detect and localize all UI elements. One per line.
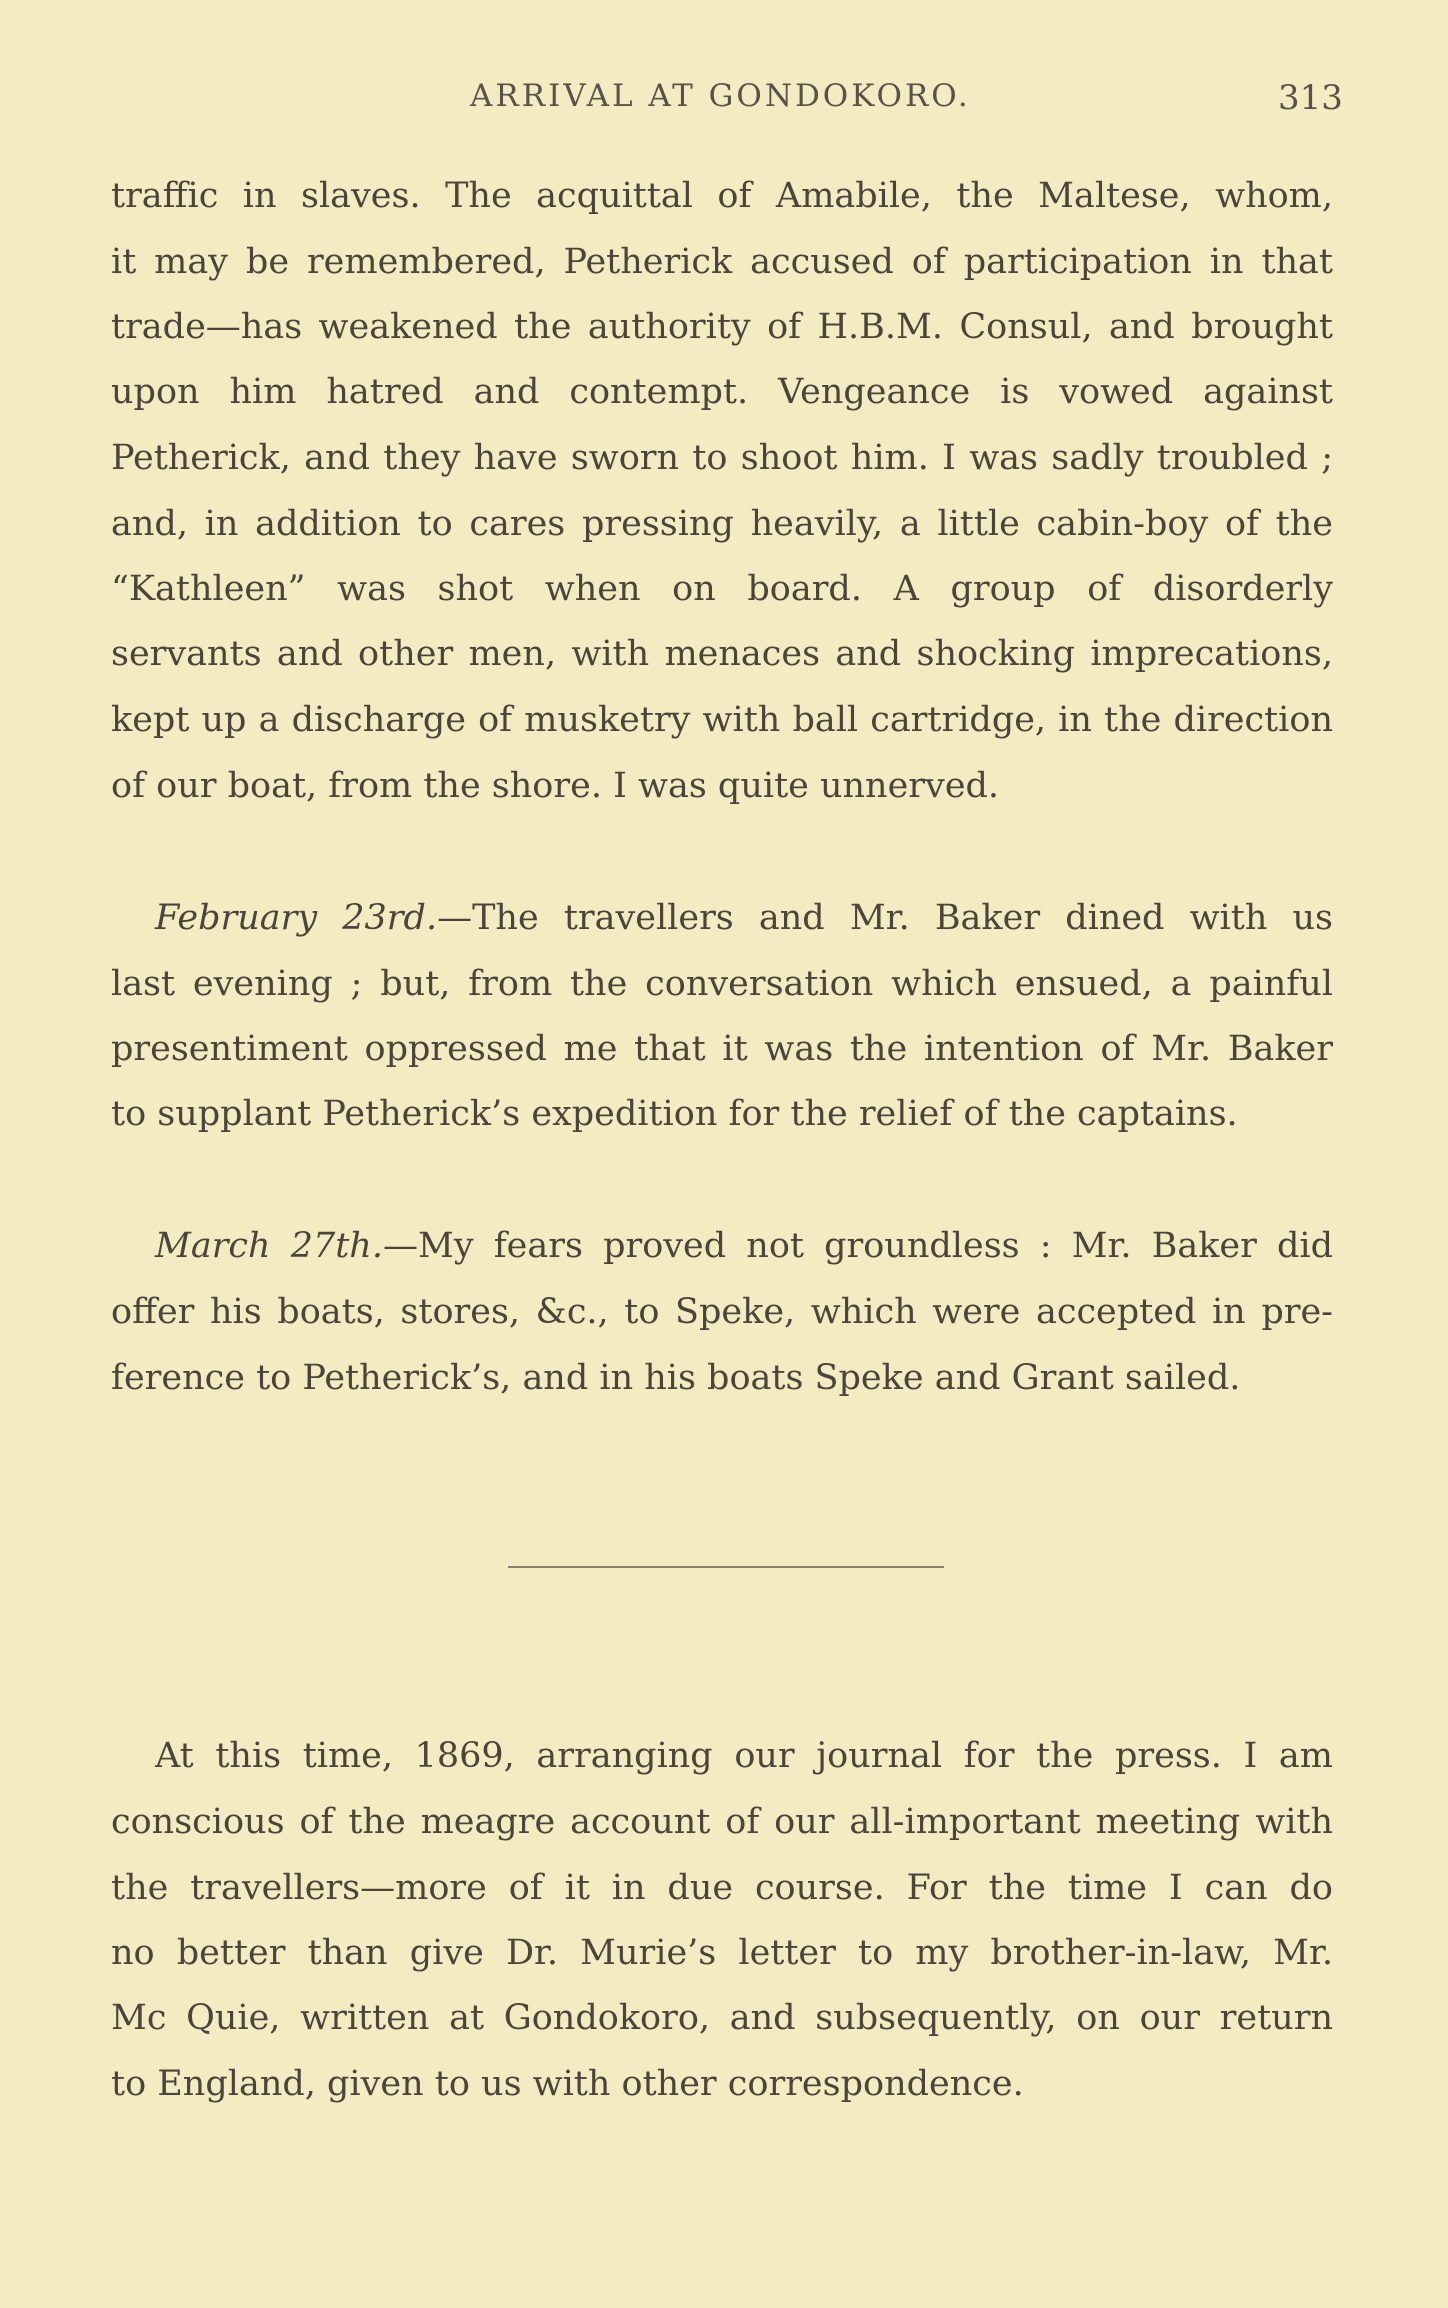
- text-line: conscious of the meagre account of our all-important meeting with: [111, 1802, 1333, 1842]
- entry-date: February 23rd.: [155, 898, 438, 938]
- text-line: trade—has weakened the authority of H.B.M. Consul, and brought: [111, 307, 1333, 347]
- running-title: ARRIVAL AT GONDOKORO.: [470, 78, 971, 114]
- entry-text: —The travellers and Mr. Baker dined with us: [437, 898, 1333, 938]
- text-line: upon him hatred and contempt. Vengeance is vowed against: [111, 372, 1333, 412]
- text-line: of our boat, from the shore. I was quite unnerved.: [111, 766, 1000, 806]
- entry-text: —My fears proved not groundless : Mr. Baker did: [382, 1226, 1333, 1266]
- text-line: kept up a discharge of musketry with ball cartridge, in the direction: [111, 700, 1333, 740]
- text-line: [155, 896, 1333, 940]
- text-line: ference to Petherick’s, and in his boats Speke and Grant sailed.: [111, 1358, 1241, 1398]
- text-line: no better than give Dr. Murie’s letter to my brother-in-law, Mr.: [111, 1933, 1333, 1973]
- text-line: offer his boats, stores, &c., to Speke, which were accepted in pre-: [111, 1292, 1333, 1332]
- text-line: last evening ; but, from the conversation which ensued, a painful: [111, 964, 1333, 1004]
- text-line: and, in addition to cares pressing heavily, a little cabin-boy of the: [111, 504, 1333, 544]
- text-line: it may be remembered, Petherick accused of participation in that: [111, 242, 1333, 282]
- text-line: the travellers—more of it in due course. For the time I can do: [111, 1868, 1333, 1908]
- entry-date: March 27th.: [155, 1226, 383, 1266]
- text-line: presentiment oppressed me that it was the intention of Mr. Baker: [111, 1029, 1333, 1069]
- text-line: Petherick, and they have sworn to shoot him. I was sadly troubled ;: [111, 438, 1333, 478]
- text-line: At this time, 1869, arranging our journal for the press. I am: [155, 1736, 1333, 1776]
- text-line: traffic in slaves. The acquittal of Amabile, the Maltese, whom,: [111, 176, 1333, 216]
- text-line: Mc Quie, written at Gondokoro, and subsequently, on our return: [111, 1998, 1333, 2038]
- page-number: 313: [1278, 78, 1343, 118]
- section-divider: [508, 1566, 944, 1568]
- text-line: servants and other men, with menaces and shocking imprecations,: [111, 634, 1333, 674]
- running-head: [0, 78, 1448, 128]
- text-line: “Kathleen” was shot when on board. A group of disorderly: [111, 569, 1333, 609]
- text-line: to England, given to us with other correspondence.: [111, 2064, 1024, 2104]
- text-line: [155, 1224, 1333, 1268]
- text-line: to supplant Petherick’s expedition for the relief of the captains.: [111, 1094, 1238, 1134]
